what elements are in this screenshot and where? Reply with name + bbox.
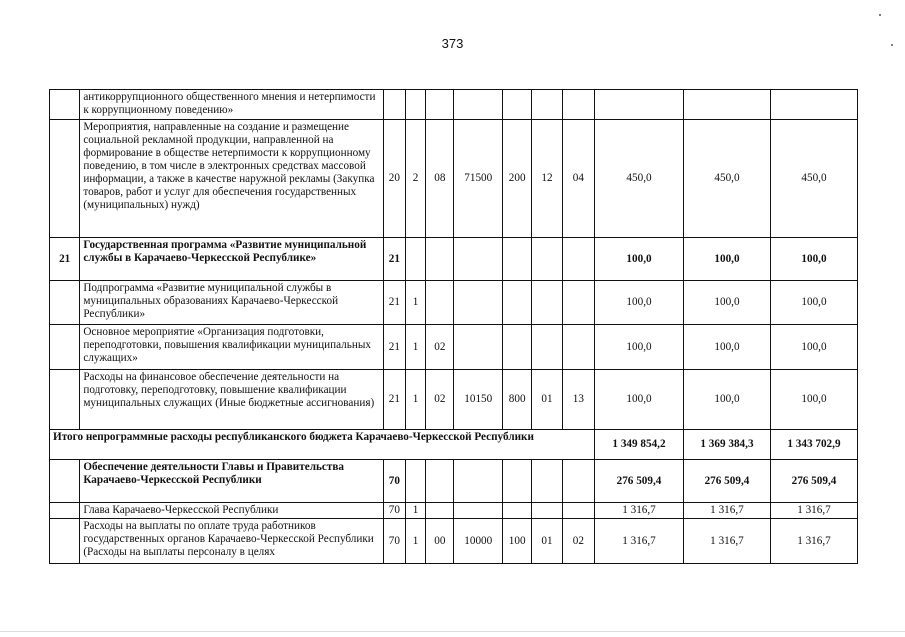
code-cell: 1 [405, 325, 425, 370]
value-cell: 100,0 [683, 370, 770, 430]
value-cell: 100,0 [770, 238, 857, 281]
code-cell: 21 [383, 281, 405, 325]
code-cell [503, 90, 532, 120]
row-index [50, 281, 80, 325]
value-cell: 450,0 [595, 120, 684, 238]
table-row [50, 90, 858, 120]
value-cell: 1 316,7 [770, 503, 857, 519]
code-cell [454, 325, 503, 370]
row-index: 21 [50, 238, 80, 281]
code-cell: 70 [383, 503, 405, 519]
table-row [50, 325, 858, 370]
value-cell: 276 509,4 [683, 460, 770, 503]
value-cell: 1 316,7 [595, 503, 684, 519]
code-cell [532, 325, 562, 370]
row-name: Расходы на выплаты по оплате труда работников государственных органов Карачаево-Черкесской Республики (Расходы на выплаты персоналу в целях [80, 519, 383, 564]
value-cell: 276 509,4 [770, 460, 857, 503]
value-cell: 450,0 [770, 120, 857, 238]
budget-table [49, 89, 858, 564]
code-cell [562, 281, 594, 325]
table-row [50, 370, 858, 430]
value-cell: 100,0 [770, 281, 857, 325]
code-cell: 01 [532, 519, 562, 564]
scan-speck [879, 14, 881, 16]
value-cell [770, 90, 857, 120]
value-cell: 100,0 [770, 370, 857, 430]
row-index [50, 460, 80, 503]
code-cell [503, 325, 532, 370]
row-index [50, 90, 80, 120]
table-row [50, 519, 858, 564]
code-cell [383, 90, 405, 120]
table-row [50, 238, 858, 281]
table-row [50, 503, 858, 519]
code-cell [426, 238, 454, 281]
value-cell: 1 316,7 [770, 519, 857, 564]
value-cell [595, 90, 684, 120]
row-name: Основное мероприятие «Организация подготовки, переподготовки, повышения квалификации муниципальных служащих» [80, 325, 383, 370]
table-row [50, 460, 858, 503]
value-cell: 100,0 [683, 238, 770, 281]
scan-speck [891, 44, 893, 46]
value-cell: 1 316,7 [683, 503, 770, 519]
value-cell: 450,0 [683, 120, 770, 238]
row-name: Государственная программа «Развитие муниципальной службы в Карачаево-Черкесской Республике» [80, 238, 383, 281]
value-cell: 1 316,7 [683, 519, 770, 564]
code-cell: 70 [383, 519, 405, 564]
code-cell [426, 90, 454, 120]
code-cell: 10150 [454, 370, 503, 430]
code-cell [426, 503, 454, 519]
code-cell [562, 325, 594, 370]
value-cell: 1 343 702,9 [770, 430, 857, 460]
value-cell: 100,0 [595, 370, 684, 430]
value-cell: 100,0 [683, 281, 770, 325]
code-cell [426, 460, 454, 503]
row-index [50, 120, 80, 238]
row-index [50, 325, 80, 370]
value-cell: 1 316,7 [595, 519, 684, 564]
value-cell: 100,0 [683, 325, 770, 370]
code-cell: 12 [532, 120, 562, 238]
code-cell: 21 [383, 238, 405, 281]
code-cell: 13 [562, 370, 594, 430]
code-cell: 2 [405, 120, 425, 238]
code-cell: 70 [383, 460, 405, 503]
code-cell [532, 281, 562, 325]
code-cell: 04 [562, 120, 594, 238]
code-cell: 1 [405, 281, 425, 325]
code-cell [532, 238, 562, 281]
code-cell [454, 503, 503, 519]
code-cell [454, 281, 503, 325]
code-cell: 800 [503, 370, 532, 430]
code-cell: 100 [503, 519, 532, 564]
code-cell [405, 460, 425, 503]
table-row [50, 281, 858, 325]
code-cell: 00 [426, 519, 454, 564]
value-cell: 100,0 [595, 281, 684, 325]
table-row [50, 120, 858, 238]
code-cell [532, 460, 562, 503]
code-cell [562, 503, 594, 519]
code-cell [562, 90, 594, 120]
row-index [50, 370, 80, 430]
code-cell [503, 503, 532, 519]
code-cell: 02 [562, 519, 594, 564]
value-cell: 100,0 [595, 325, 684, 370]
code-cell [562, 460, 594, 503]
row-index [50, 519, 80, 564]
value-cell: 100,0 [770, 325, 857, 370]
code-cell: 200 [503, 120, 532, 238]
code-cell [503, 238, 532, 281]
code-cell: 1 [405, 370, 425, 430]
code-cell: 21 [383, 325, 405, 370]
code-cell: 01 [532, 370, 562, 430]
row-index [50, 503, 80, 519]
code-cell [532, 90, 562, 120]
code-cell: 21 [383, 370, 405, 430]
value-cell: 1 349 854,2 [595, 430, 684, 460]
page-number: 373 [441, 36, 464, 51]
row-name: Глава Карачаево-Черкесской Республики [80, 503, 383, 519]
value-cell: 276 509,4 [595, 460, 684, 503]
scan-edge-line [0, 631, 905, 632]
value-cell: 1 369 384,3 [683, 430, 770, 460]
code-cell: 20 [383, 120, 405, 238]
row-name: антикоррупционного общественного мнения и нетерпимости к коррупционному поведению» [80, 90, 383, 120]
code-cell: 02 [426, 325, 454, 370]
code-cell [503, 281, 532, 325]
code-cell: 02 [426, 370, 454, 430]
code-cell [532, 503, 562, 519]
code-cell [454, 238, 503, 281]
code-cell [562, 238, 594, 281]
code-cell: 1 [405, 519, 425, 564]
total-label: Итого непрограммные расходы республиканского бюджета Карачаево-Черкесской Республики [50, 430, 595, 460]
code-cell [454, 90, 503, 120]
code-cell [454, 460, 503, 503]
row-name: Подпрограмма «Развитие муниципальной службы в муниципальных образованиях Карачаево-Черкесской Республики» [80, 281, 383, 325]
row-name: Обеспечение деятельности Главы и Правительства Карачаево-Черкесской Республики [80, 460, 383, 503]
code-cell: 10000 [454, 519, 503, 564]
value-cell: 100,0 [595, 238, 684, 281]
code-cell: 71500 [454, 120, 503, 238]
code-cell [405, 90, 425, 120]
total-row [50, 430, 858, 460]
row-name: Расходы на финансовое обеспечение деятельности на подготовку, переподготовку, повышение квалификации муниципальных служащих (Иные бюджетные ассигнования) [80, 370, 383, 430]
code-cell [405, 238, 425, 281]
code-cell [426, 281, 454, 325]
code-cell: 08 [426, 120, 454, 238]
value-cell [683, 90, 770, 120]
code-cell [503, 460, 532, 503]
code-cell: 1 [405, 503, 425, 519]
row-name: Мероприятия, направленные на создание и размещение социальной рекламной продукции, направленной на формирование в обществе нетерпимости к коррупционному поведению, в том числе в электронных средствах массовой информации, а также в качестве наружной рекламы (Закупка товаров, работ и услуг для обеспечения государственных (муниципальных) нужд) [80, 120, 383, 238]
